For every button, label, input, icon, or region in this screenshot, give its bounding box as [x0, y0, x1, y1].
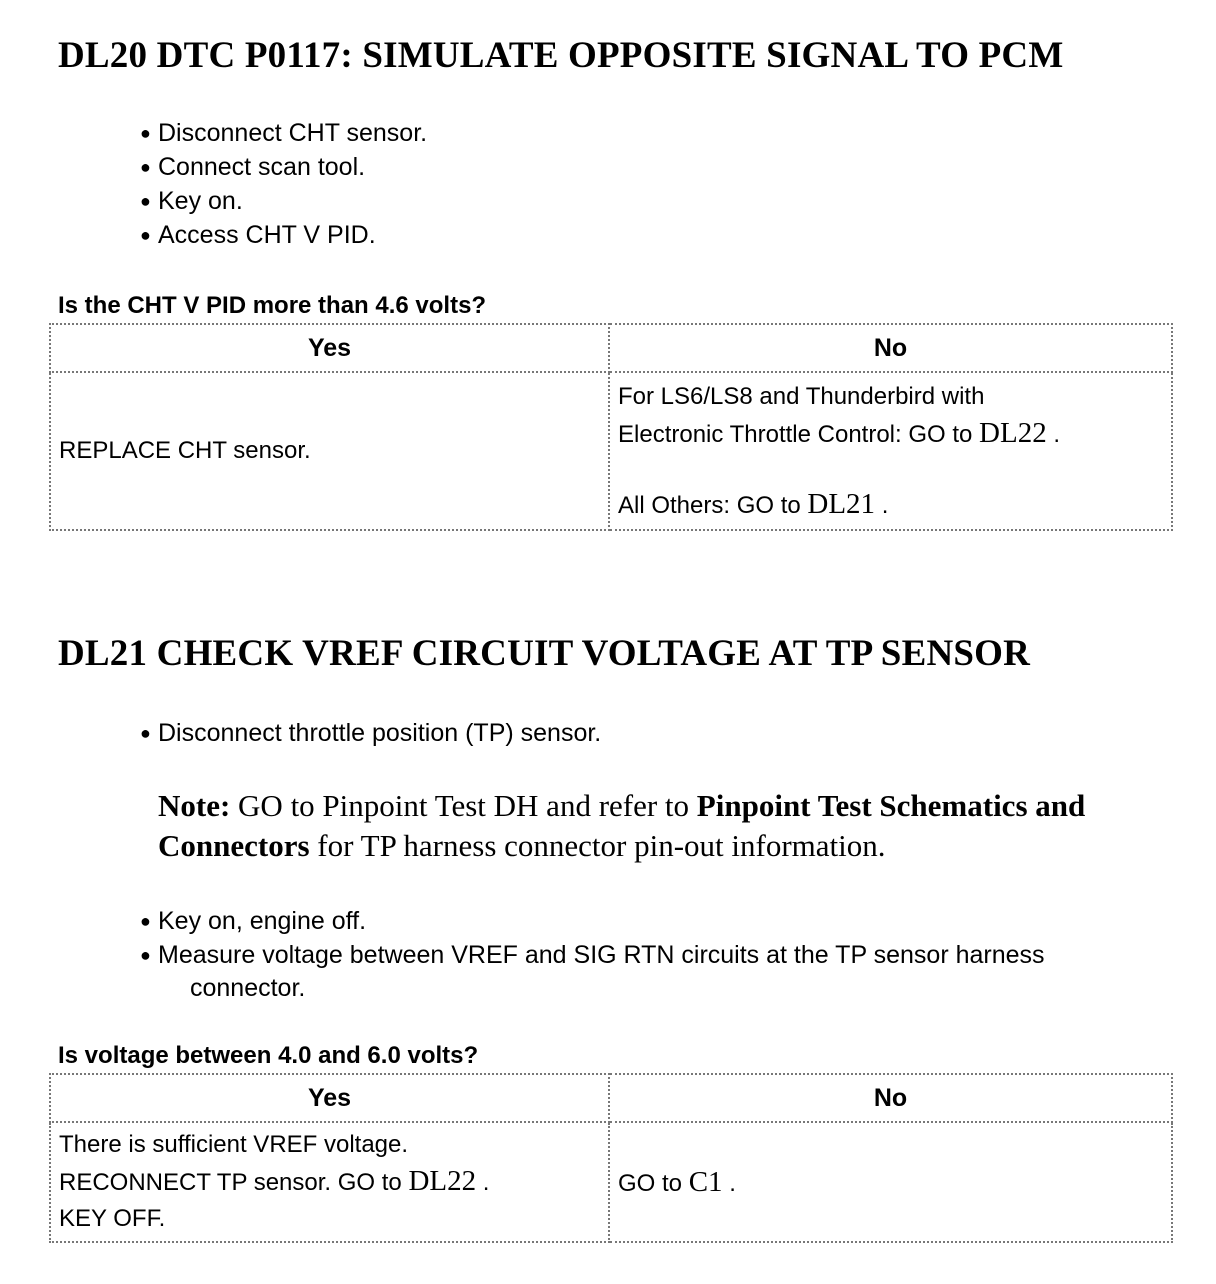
- bullet-icon: ●: [140, 123, 151, 143]
- list-item: ● Disconnect throttle position (TP) sensor.: [140, 716, 601, 750]
- c1-link[interactable]: C1: [688, 1165, 723, 1198]
- bullet-icon: ●: [140, 225, 151, 245]
- note-label: Note:: [158, 788, 231, 823]
- list-item: ● Measure voltage between VREF and SIG RTN circuits at the TP sensor harness connector.: [140, 938, 1045, 1004]
- bullet-icon: ●: [140, 191, 151, 211]
- yes-header: Yes: [50, 1074, 609, 1122]
- dl22-link[interactable]: DL22: [408, 1165, 477, 1197]
- dl21-link[interactable]: DL21: [807, 488, 876, 520]
- bullet-icon: ●: [140, 945, 151, 965]
- dl22-link[interactable]: DL22: [979, 417, 1047, 449]
- dl21-step-list-b: [140, 904, 1045, 1004]
- dl21-step-list-a: [140, 716, 601, 750]
- no-cell: For LS6/LS8 and Thunderbird with Electronic Throttle Control: GO to DL22 . All Others: GO to DL21 .: [609, 372, 1172, 530]
- yes-cell: There is sufficient VREF voltage. RECONNECT TP sensor. GO to DL22 . KEY OFF.: [50, 1122, 609, 1242]
- dl21-result-table: [49, 1073, 1173, 1243]
- bullet-icon: ●: [140, 723, 151, 743]
- list-item: ● Disconnect CHT sensor.: [140, 116, 427, 150]
- no-header: No: [609, 324, 1172, 372]
- dl21-heading: DL21 CHECK VREF CIRCUIT VOLTAGE AT TP SENSOR: [58, 633, 1031, 674]
- list-item: ● Access CHT V PID.: [140, 218, 427, 252]
- list-item: ● Key on.: [140, 184, 427, 218]
- list-item: ● Connect scan tool.: [140, 150, 427, 184]
- dl21-question: Is voltage between 4.0 and 6.0 volts?: [58, 1042, 479, 1069]
- no-cell: GO to C1 .: [609, 1122, 1172, 1242]
- bullet-icon: ●: [140, 911, 151, 931]
- list-item: ● Key on, engine off.: [140, 904, 1045, 938]
- note-block: Note: GO to Pinpoint Test DH and refer to Pinpoint Test Schematics and Connectors for TP harness connector pin-out information.: [158, 788, 1086, 863]
- no-header: No: [609, 1074, 1172, 1122]
- dl20-result-table: [49, 323, 1173, 531]
- yes-header: Yes: [50, 324, 609, 372]
- bullet-icon: ●: [140, 157, 151, 177]
- dl20-step-list: [140, 116, 427, 252]
- dl20-question: Is the CHT V PID more than 4.6 volts?: [58, 292, 487, 319]
- dl20-heading: DL20 DTC P0117: SIMULATE OPPOSITE SIGNAL TO PCM: [58, 35, 1064, 76]
- yes-cell: REPLACE CHT sensor.: [50, 372, 609, 530]
